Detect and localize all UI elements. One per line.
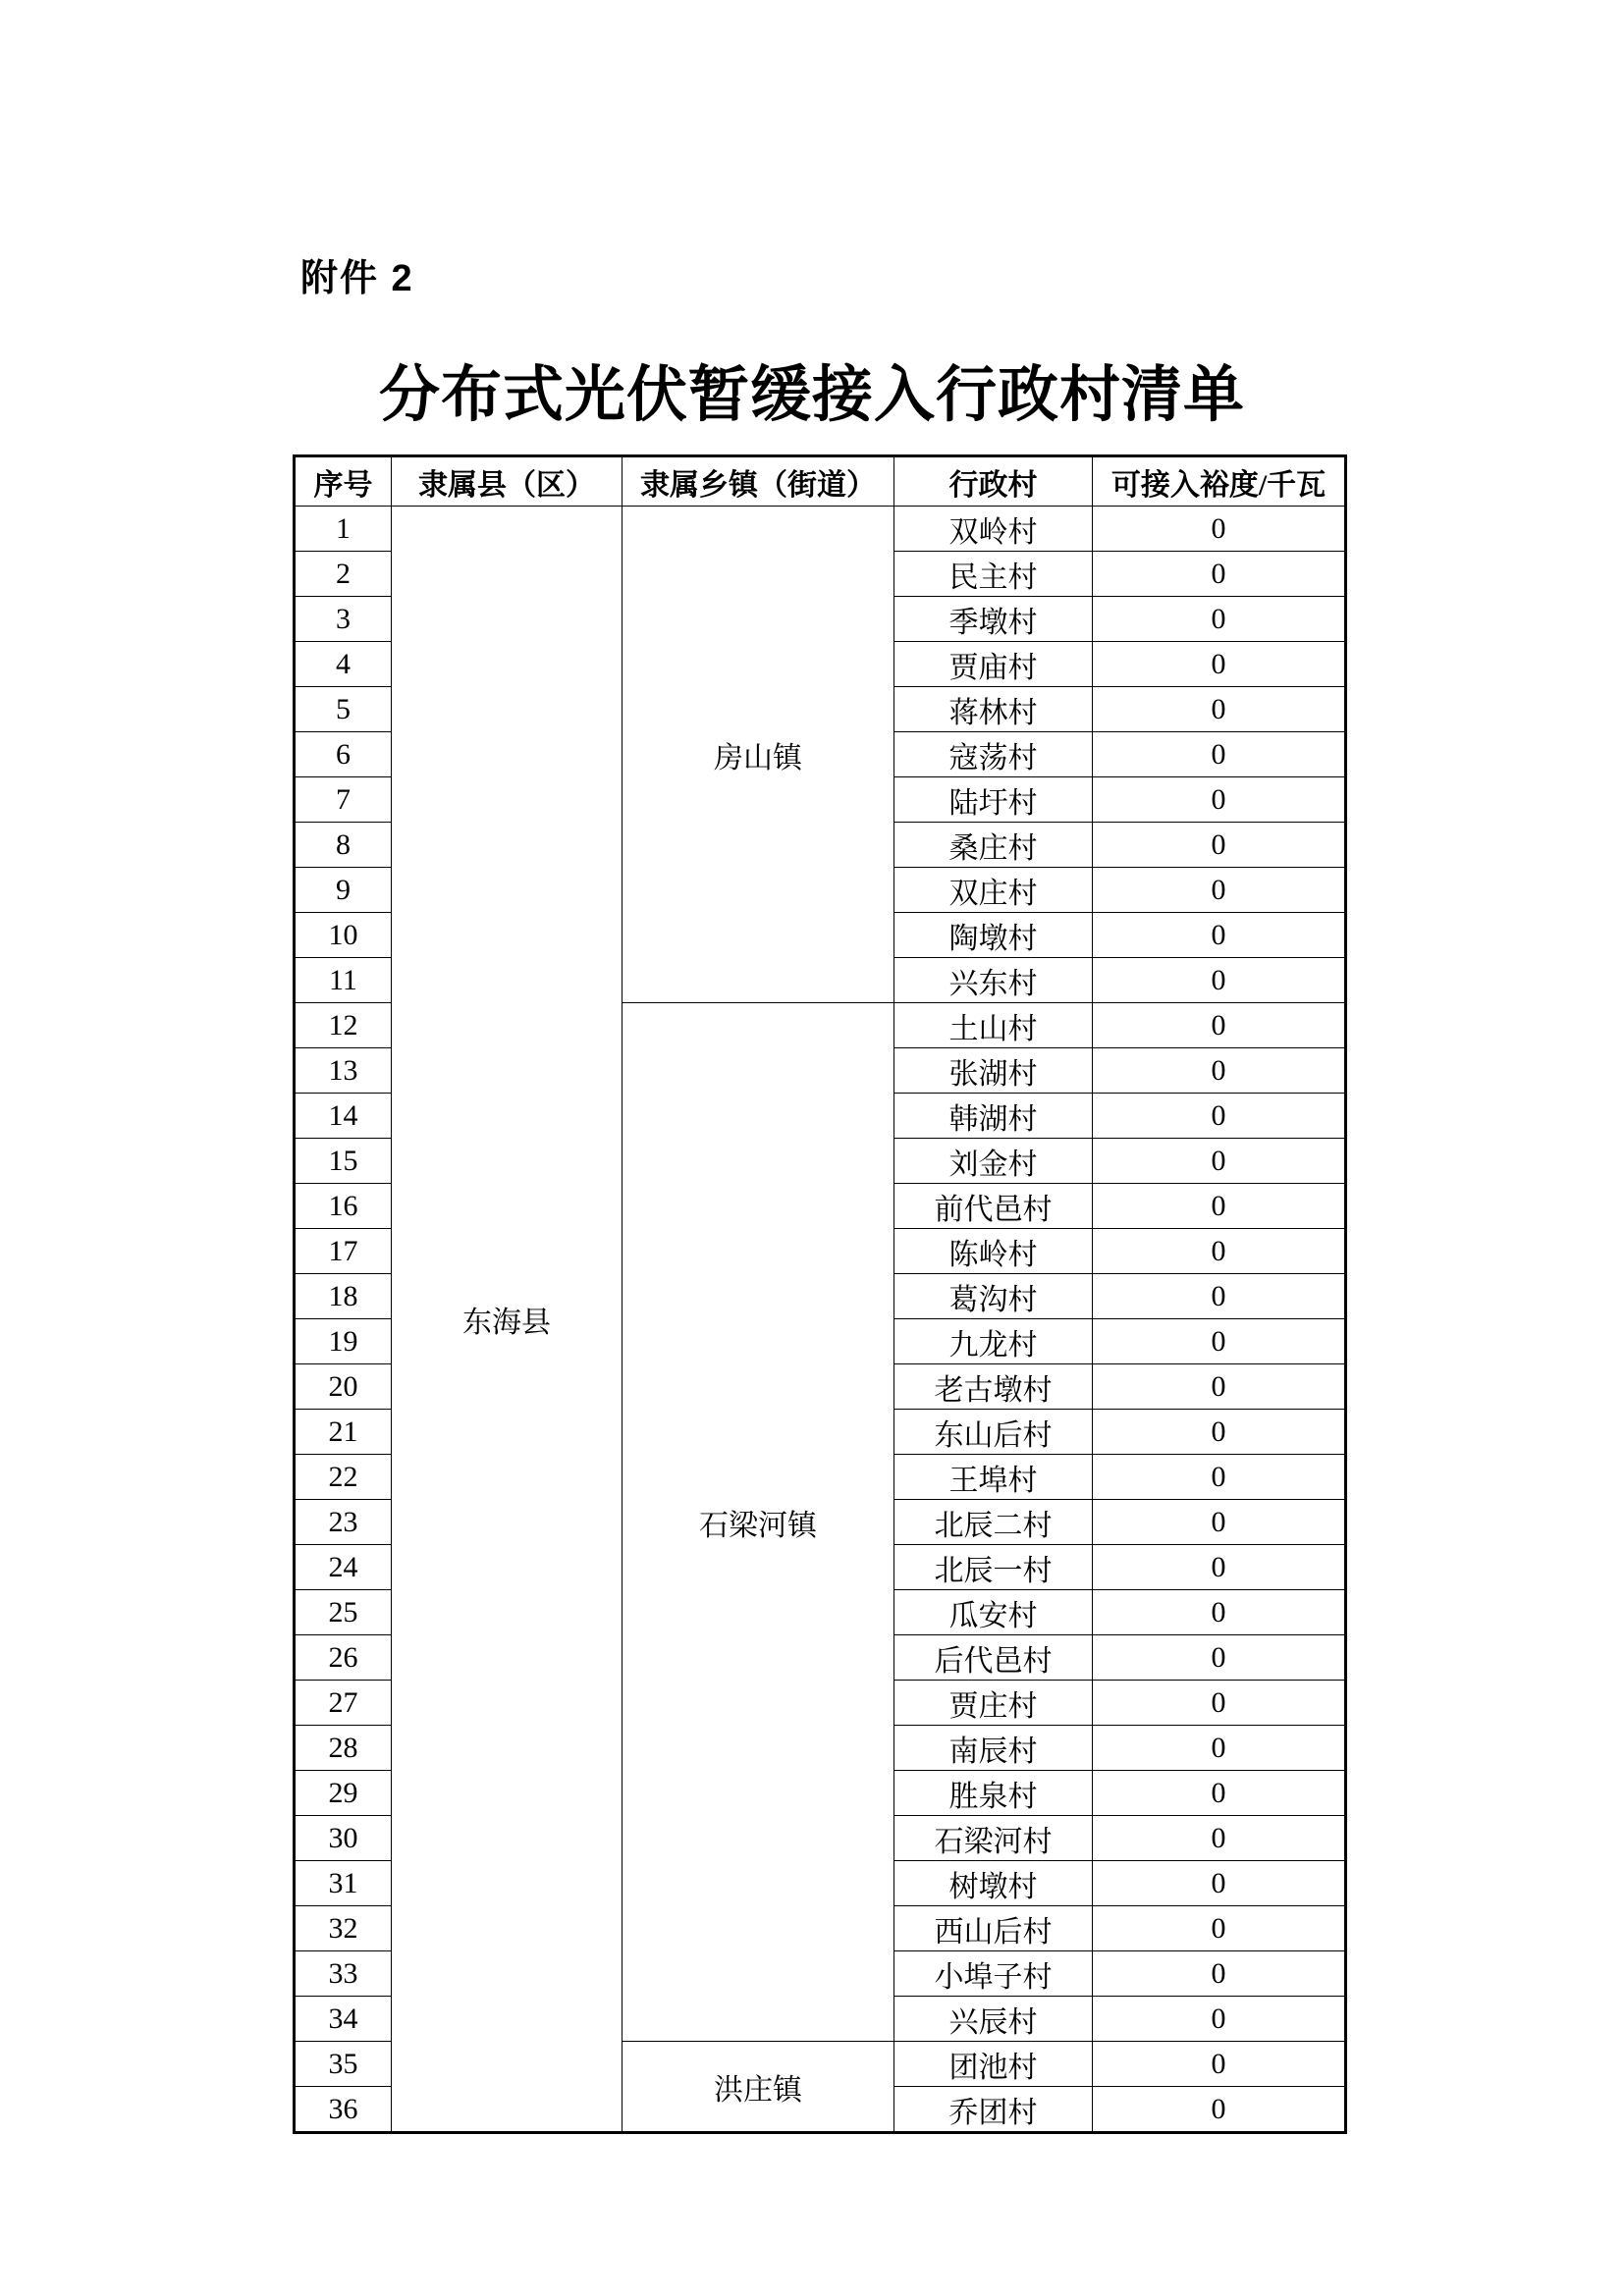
margin-cell: 0 (1093, 823, 1346, 868)
row-number-cell: 25 (295, 1590, 392, 1635)
margin-cell: 0 (1093, 2042, 1346, 2087)
margin-cell: 0 (1093, 1184, 1346, 1229)
row-number-cell: 35 (295, 2042, 392, 2087)
village-cell: 兴东村 (894, 958, 1093, 1003)
margin-cell: 0 (1093, 1500, 1346, 1545)
margin-cell: 0 (1093, 1771, 1346, 1816)
village-cell: 张湖村 (894, 1048, 1093, 1094)
margin-cell: 0 (1093, 642, 1346, 687)
village-cell: 陆圩村 (894, 777, 1093, 823)
village-cell: 蒋林村 (894, 687, 1093, 732)
margin-cell: 0 (1093, 1048, 1346, 1094)
row-number-cell: 34 (295, 1997, 392, 2042)
margin-cell: 0 (1093, 552, 1346, 597)
margin-cell: 0 (1093, 1861, 1346, 1906)
margin-cell: 0 (1093, 1094, 1346, 1139)
margin-cell: 0 (1093, 1545, 1346, 1590)
margin-cell: 0 (1093, 1003, 1346, 1048)
village-cell: 胜泉村 (894, 1771, 1093, 1816)
village-cell: 土山村 (894, 1003, 1093, 1048)
margin-cell: 0 (1093, 2087, 1346, 2133)
village-cell: 树墩村 (894, 1861, 1093, 1906)
margin-cell: 0 (1093, 1816, 1346, 1861)
town-cell: 石梁河镇 (623, 1003, 894, 2042)
margin-cell: 0 (1093, 1997, 1346, 2042)
row-number-cell: 16 (295, 1184, 392, 1229)
row-number-cell: 9 (295, 868, 392, 913)
margin-cell: 0 (1093, 1139, 1346, 1184)
row-number-cell: 29 (295, 1771, 392, 1816)
village-cell: 刘金村 (894, 1139, 1093, 1184)
row-number-cell: 23 (295, 1500, 392, 1545)
town-cell: 房山镇 (623, 507, 894, 1003)
row-number-cell: 19 (295, 1319, 392, 1364)
row-number-cell: 10 (295, 913, 392, 958)
column-header-village: 行政村 (894, 456, 1093, 507)
village-cell: 双庄村 (894, 868, 1093, 913)
row-number-cell: 3 (295, 597, 392, 642)
row-number-cell: 32 (295, 1906, 392, 1951)
row-number-cell: 22 (295, 1455, 392, 1500)
village-cell: 北辰一村 (894, 1545, 1093, 1590)
village-cell: 桑庄村 (894, 823, 1093, 868)
village-cell: 东山后村 (894, 1410, 1093, 1455)
page-title: 分布式光伏暂缓接入行政村清单 (378, 361, 1245, 429)
village-cell: 南辰村 (894, 1726, 1093, 1771)
row-number-cell: 31 (295, 1861, 392, 1906)
village-cell: 乔团村 (894, 2087, 1093, 2133)
village-cell: 葛沟村 (894, 1274, 1093, 1319)
village-table (293, 454, 1347, 2134)
table-header (295, 456, 1346, 507)
column-header-margin: 可接入裕度/千瓦 (1093, 456, 1346, 507)
margin-cell: 0 (1093, 1410, 1346, 1455)
village-cell: 寇荡村 (894, 732, 1093, 777)
village-cell: 前代邑村 (894, 1184, 1093, 1229)
margin-cell: 0 (1093, 1590, 1346, 1635)
margin-cell: 0 (1093, 1681, 1346, 1726)
margin-cell: 0 (1093, 1726, 1346, 1771)
row-number-cell: 18 (295, 1274, 392, 1319)
village-cell: 兴辰村 (894, 1997, 1093, 2042)
row-number-cell: 13 (295, 1048, 392, 1094)
village-cell: 双岭村 (894, 507, 1093, 552)
village-cell: 石梁河村 (894, 1816, 1093, 1861)
village-cell: 贾庄村 (894, 1681, 1093, 1726)
column-header-no: 序号 (295, 456, 392, 507)
margin-cell: 0 (1093, 913, 1346, 958)
row-number-cell: 15 (295, 1139, 392, 1184)
margin-cell: 0 (1093, 1319, 1346, 1364)
village-cell: 陶墩村 (894, 913, 1093, 958)
margin-cell: 0 (1093, 1229, 1346, 1274)
margin-cell: 0 (1093, 1455, 1346, 1500)
row-number-cell: 1 (295, 507, 392, 552)
margin-cell: 0 (1093, 1951, 1346, 1997)
village-cell: 小埠子村 (894, 1951, 1093, 1997)
row-number-cell: 6 (295, 732, 392, 777)
village-cell: 王埠村 (894, 1455, 1093, 1500)
village-cell: 九龙村 (894, 1319, 1093, 1364)
row-number-cell: 14 (295, 1094, 392, 1139)
row-number-cell: 12 (295, 1003, 392, 1048)
margin-cell: 0 (1093, 732, 1346, 777)
village-cell: 西山后村 (894, 1906, 1093, 1951)
village-cell: 瓜安村 (894, 1590, 1093, 1635)
row-number-cell: 30 (295, 1816, 392, 1861)
town-cell: 洪庄镇 (623, 2042, 894, 2133)
margin-cell: 0 (1093, 597, 1346, 642)
row-number-cell: 27 (295, 1681, 392, 1726)
village-cell: 陈岭村 (894, 1229, 1093, 1274)
margin-cell: 0 (1093, 1364, 1346, 1410)
row-number-cell: 28 (295, 1726, 392, 1771)
margin-cell: 0 (1093, 1274, 1346, 1319)
row-number-cell: 24 (295, 1545, 392, 1590)
village-cell: 北辰二村 (894, 1500, 1093, 1545)
row-number-cell: 2 (295, 552, 392, 597)
margin-cell: 0 (1093, 687, 1346, 732)
row-number-cell: 5 (295, 687, 392, 732)
row-number-cell: 17 (295, 1229, 392, 1274)
margin-cell: 0 (1093, 958, 1346, 1003)
margin-cell: 0 (1093, 1635, 1346, 1681)
margin-cell: 0 (1093, 507, 1346, 552)
village-cell: 贾庙村 (894, 642, 1093, 687)
column-header-town: 隶属乡镇（街道） (623, 456, 894, 507)
margin-cell: 0 (1093, 1906, 1346, 1951)
row-number-cell: 26 (295, 1635, 392, 1681)
margin-cell: 0 (1093, 777, 1346, 823)
margin-cell: 0 (1093, 868, 1346, 913)
column-header-county: 隶属县（区） (392, 456, 623, 507)
row-number-cell: 36 (295, 2087, 392, 2133)
row-number-cell: 20 (295, 1364, 392, 1410)
village-cell: 韩湖村 (894, 1094, 1093, 1139)
village-cell: 后代邑村 (894, 1635, 1093, 1681)
village-cell: 季墩村 (894, 597, 1093, 642)
row-number-cell: 21 (295, 1410, 392, 1455)
attachment-label: 附件 2 (300, 258, 414, 299)
row-number-cell: 4 (295, 642, 392, 687)
row-number-cell: 7 (295, 777, 392, 823)
county-cell: 东海县 (392, 507, 623, 2133)
row-number-cell: 33 (295, 1951, 392, 1997)
village-cell: 团池村 (894, 2042, 1093, 2087)
table-body (295, 507, 1346, 2133)
village-cell: 民主村 (894, 552, 1093, 597)
village-cell: 老古墩村 (894, 1364, 1093, 1410)
table-row (295, 507, 1346, 552)
row-number-cell: 8 (295, 823, 392, 868)
row-number-cell: 11 (295, 958, 392, 1003)
table-header-row (295, 456, 1346, 507)
